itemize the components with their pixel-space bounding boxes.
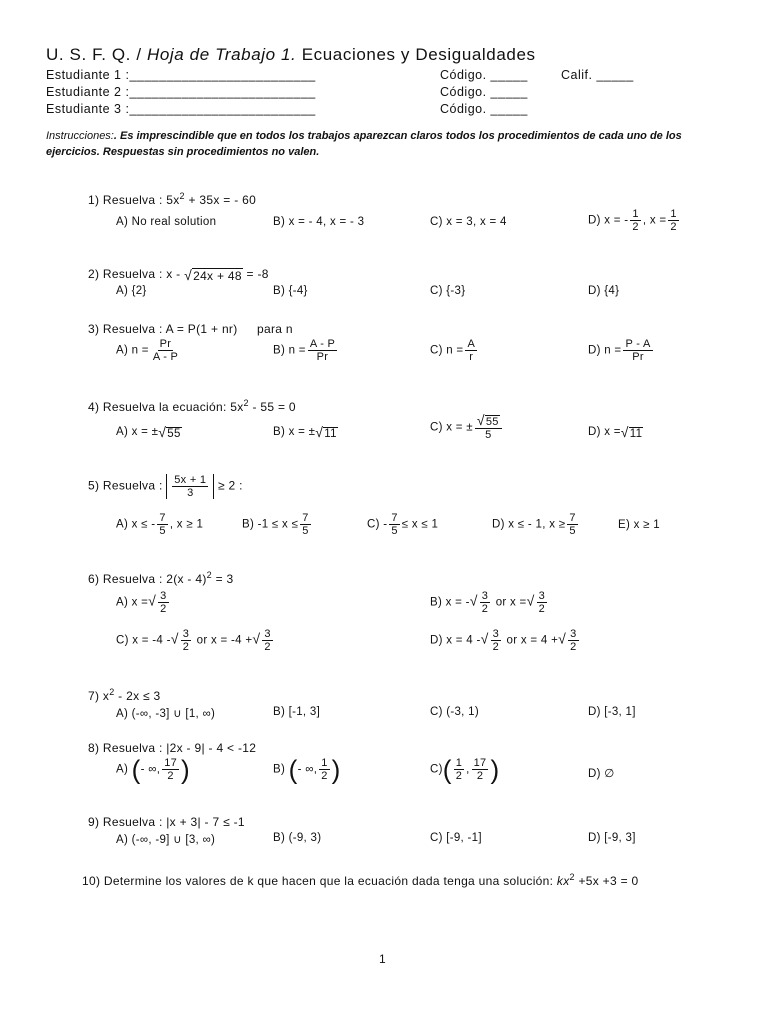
- page-title: U. S. F. Q. / Hoja de Trabajo 1. Ecuaciones y Desigualdades: [46, 45, 536, 64]
- q6-option-d: D) x = 4 -√ $\frac{3}{2}$ or x = 4 +√ $\frac{3}{2}$: [430, 628, 577, 653]
- q8-option-c: C)( $\frac{1}{2}$ , $\frac{17}{2}$ ): [430, 754, 500, 785]
- q5-option-d: D) x ≤ - 1, x ≥ $\frac{7}{5}$: [492, 512, 576, 537]
- q5-option-a: A) x ≤ - $\frac{7}{5}$ , x ≥ 1: [116, 512, 204, 537]
- question-10: 10) Determine los valores de k que hacen que la ecuación dada tenga una solución: $kx^2 +5x +3 = 0$: [82, 872, 639, 888]
- q4-option-a: A) x = ±√55: [116, 424, 181, 440]
- q3-option-d: D) n = $\frac{P - A}{Pr}$: [588, 338, 651, 363]
- q4-option-b: B) x = ±√11: [273, 424, 337, 440]
- q8-option-a: A) (- ∞, $\frac{17}{2}$ ): [116, 754, 191, 785]
- question-5: 5) Resuelva : $\frac{5x + 1}{3}$ ≥ 2 :: [88, 474, 243, 499]
- q9-option-c: C) [-9, -1]: [430, 832, 482, 844]
- question-3-para: para n: [257, 322, 293, 336]
- q1-option-c: C) x = 3, x = 4: [430, 216, 507, 228]
- instructions-label: Instrucciones:: [46, 130, 114, 142]
- q2-option-b: B) {-4}: [273, 285, 308, 297]
- question-8: 8) Resuelva : |2x - 9| - 4 < -12: [88, 741, 257, 755]
- q7-option-a: A) (-∞, -3] ∪ [1, ∞): [116, 708, 216, 720]
- code-2: Código. _____: [440, 85, 528, 99]
- code-3: Código. _____: [440, 102, 528, 116]
- q8-option-b: B) (- ∞, $\frac{1}{2}$ ): [273, 754, 341, 785]
- student-3-line: Estudiante 3 :_________________________: [46, 102, 316, 116]
- q7-option-b: B) [-1, 3]: [273, 706, 321, 718]
- q9-option-b: B) (-9, 3): [273, 832, 322, 844]
- q9-option-d: D) [-9, 3]: [588, 832, 636, 844]
- q3-option-c: C) n = $\frac{A}{r}$: [430, 338, 476, 363]
- instructions-text: . Es imprescindible que en todos los trabajos aparezcan claros todos los procedimientos de cada uno de los ejercicios. Respuestas sin procedimientos no valen.: [46, 130, 682, 158]
- q3-option-b: B) n = $\frac{A - P}{Pr}$: [273, 338, 336, 363]
- q8-option-d: D) ∅: [588, 768, 615, 780]
- instructions: [46, 128, 726, 160]
- q1-option-b: B) x = - 4, x = - 3: [273, 216, 365, 228]
- q7-option-d: D) [-3, 1]: [588, 706, 636, 718]
- calif-field: Calif. _____: [561, 68, 634, 82]
- question-1: 1) Resuelva : $5x^2 + 35x$ = - 60: [88, 191, 257, 207]
- q2-option-d: D) {4}: [588, 285, 620, 297]
- question-2: 2) Resuelva : x - √24x + 48 = -8: [88, 267, 269, 283]
- q1-option-a: A) No real solution: [116, 216, 217, 228]
- q5-option-b: B) -1 ≤ x ≤ $\frac{7}{5}$: [242, 512, 309, 537]
- code-1: Código. _____: [440, 68, 528, 82]
- q9-option-a: A) (-∞, -9] ∪ [3, ∞): [116, 834, 216, 846]
- q6-option-c: C) x = -4 -√ $\frac{3}{2}$ or x = -4 +√ $\frac{3}{2}$: [116, 628, 271, 653]
- q2-option-c: C) {-3}: [430, 285, 466, 297]
- student-2-line: Estudiante 2 :_________________________: [46, 85, 316, 99]
- q2-option-a: A) {2}: [116, 285, 147, 297]
- q6-option-a: A) x =√ $\frac{3}{2}$: [116, 590, 167, 615]
- student-1-line: Estudiante 1 :_________________________: [46, 68, 316, 82]
- page-number: 1: [379, 952, 386, 966]
- q7-option-c: C) (-3, 1): [430, 706, 479, 718]
- q4-option-d: D) x =√11: [588, 424, 643, 440]
- question-9: 9) Resuelva : |x + 3| - 7 ≤ -1: [88, 815, 245, 829]
- q4-option-c: C) x = ± $\frac{√55}{5}$: [430, 414, 504, 441]
- q1-option-d: D) x = - $\frac{1}{2}$ , x = $\frac{1}{2}$: [588, 208, 677, 233]
- question-4: 4) Resuelva la ecuación: $5x^2 - 55 = 0$: [88, 398, 296, 414]
- q5-option-e: E) x ≥ 1: [618, 519, 660, 531]
- q6-option-b: B) x = -√ $\frac{3}{2}$ or x =√ $\frac{3}{2}$: [430, 590, 545, 615]
- q3-option-a: A) n = $\frac{Pr}{A - P}$: [116, 338, 179, 363]
- q5-option-c: C) - $\frac{7}{5}$ ≤ x ≤ 1: [367, 512, 439, 537]
- question-6: 6) Resuelva : 2(x - 4)$^2$ = 3: [88, 570, 234, 586]
- question-3: 3) Resuelva : A = P(1 + nr): [88, 322, 238, 336]
- question-7: 7) $x^2 - 2x \le 3$: [88, 687, 161, 703]
